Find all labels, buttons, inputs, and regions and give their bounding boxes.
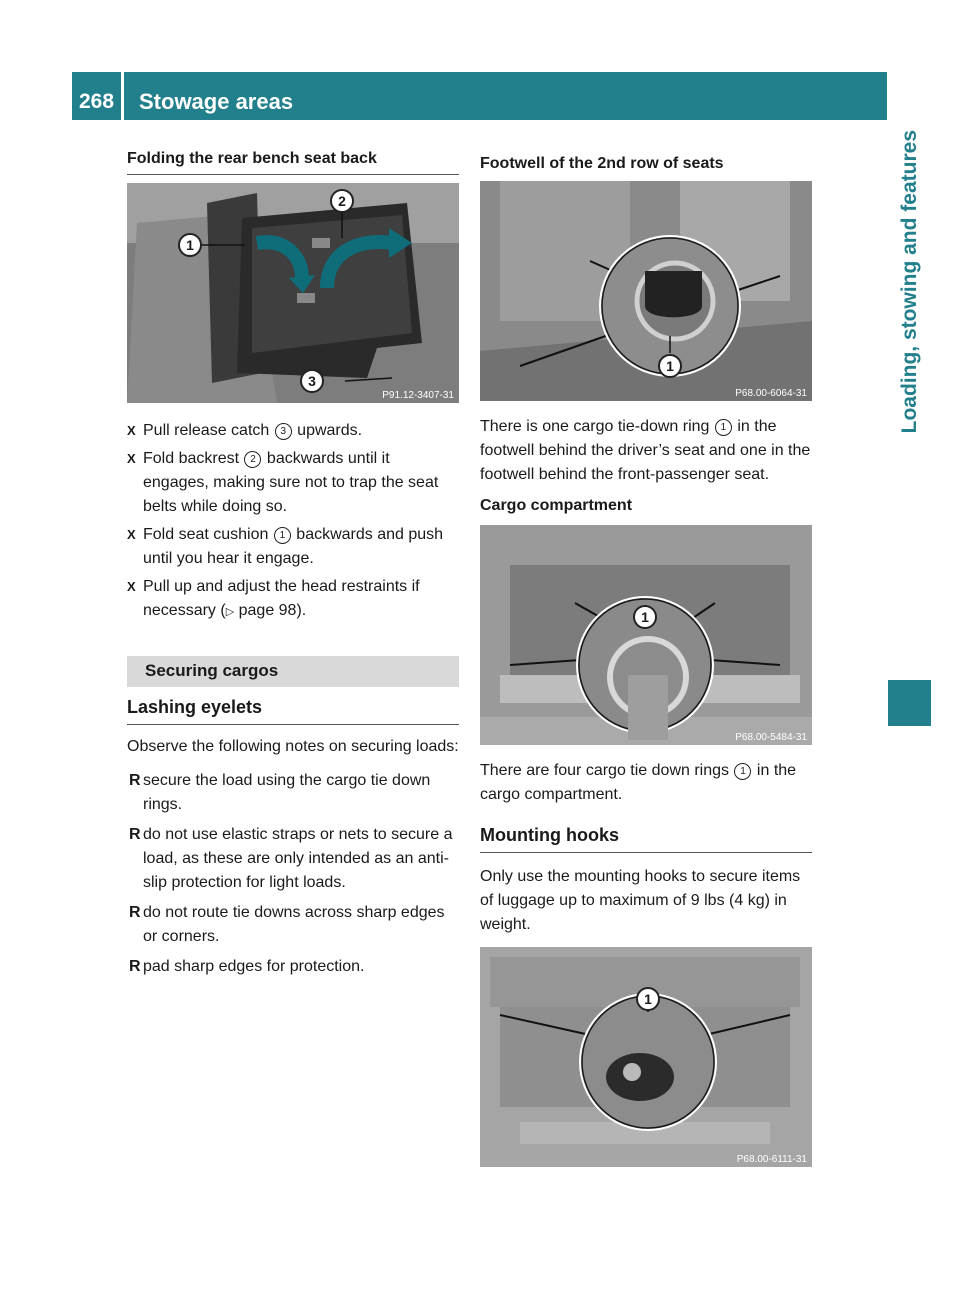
section-band-securing-cargos: Securing cargos — [127, 656, 459, 687]
page-number: 268 — [72, 72, 124, 120]
section-title: Stowage areas — [139, 89, 294, 114]
mounting-hook-illustration — [480, 947, 812, 1167]
figure4-callout-1: 1 — [636, 987, 660, 1011]
list-item: R do not use elastic straps or nets to secure a load, as these are only intended as an anti-slip protection for light loads. — [129, 826, 453, 891]
list-item: R pad sharp edges for protection. — [129, 958, 365, 975]
cargo-description: There are four cargo tie down rings 1 in the cargo compartment. — [480, 762, 797, 803]
chapter-side-tab — [888, 130, 931, 670]
figure1-callout-2: 2 — [330, 189, 354, 213]
lashing-intro: Observe the following notes on securing loads: — [127, 738, 459, 755]
step-item: X Pull release catch 3 upwards. — [127, 422, 363, 439]
figure-cargo-rings — [480, 525, 812, 745]
list-item: R do not route tie downs across sharp edges or corners. — [129, 904, 445, 945]
figure-rear-bench-seat — [127, 183, 459, 403]
figure4-code: P68.00-6111-31 — [736, 1154, 807, 1165]
step-item: X Pull up and adjust the head restraints if necessary (▷ page 98). — [127, 578, 420, 619]
left-column — [127, 150, 459, 985]
folding-steps — [127, 419, 459, 624]
right-column — [480, 150, 812, 1167]
figure3-code: P68.00-5484-31 — [735, 732, 807, 743]
rear-bench-seat-illustration — [127, 183, 459, 403]
chapter-tab-marker — [888, 680, 931, 726]
heading-folding-seat: Folding the rear bench seat back — [127, 150, 459, 175]
heading-footwell: Footwell of the 2nd row of seats — [480, 155, 724, 172]
step-item: X Fold backrest 2 backwards until it engages, making sure not to trap the seat belts while doing so. — [127, 450, 439, 515]
cargo-rings-illustration — [480, 525, 812, 745]
heading-mounting-hooks: Mounting hooks — [480, 825, 812, 853]
figure-footwell-ring — [480, 181, 812, 401]
list-item: R secure the load using the cargo tie down rings. — [129, 772, 431, 813]
chapter-side-label: Loading, stowing and features — [898, 130, 921, 434]
figure1-callout-1: 1 — [178, 233, 202, 257]
figure-mounting-hook — [480, 947, 812, 1167]
footwell-description: There is one cargo tie-down ring 1 in the footwell behind the driver’s seat and one in the footwell behind the front-passenger seat. — [480, 418, 811, 483]
figure2-code: P68.00-6064-31 — [735, 388, 807, 399]
figure1-callout-3: 3 — [300, 369, 324, 393]
mounting-hooks-description: Only use the mounting hooks to secure items of luggage up to maximum of 9 lbs (4 kg) in weight. — [480, 868, 801, 933]
step-item: X Fold seat cushion 1 backwards and push until you hear it engage. — [127, 526, 444, 567]
page-header — [72, 72, 887, 120]
lashing-notes-list — [127, 769, 459, 979]
footwell-ring-illustration — [480, 181, 812, 401]
figure1-code: P91.12-3407-31 — [382, 390, 454, 401]
page-reference-icon: ▷ — [225, 606, 235, 618]
figure2-callout-1: 1 — [658, 354, 682, 378]
figure3-callout-1: 1 — [633, 605, 657, 629]
heading-cargo-compartment: Cargo compartment — [480, 497, 633, 514]
heading-lashing-eyelets: Lashing eyelets — [127, 697, 459, 725]
